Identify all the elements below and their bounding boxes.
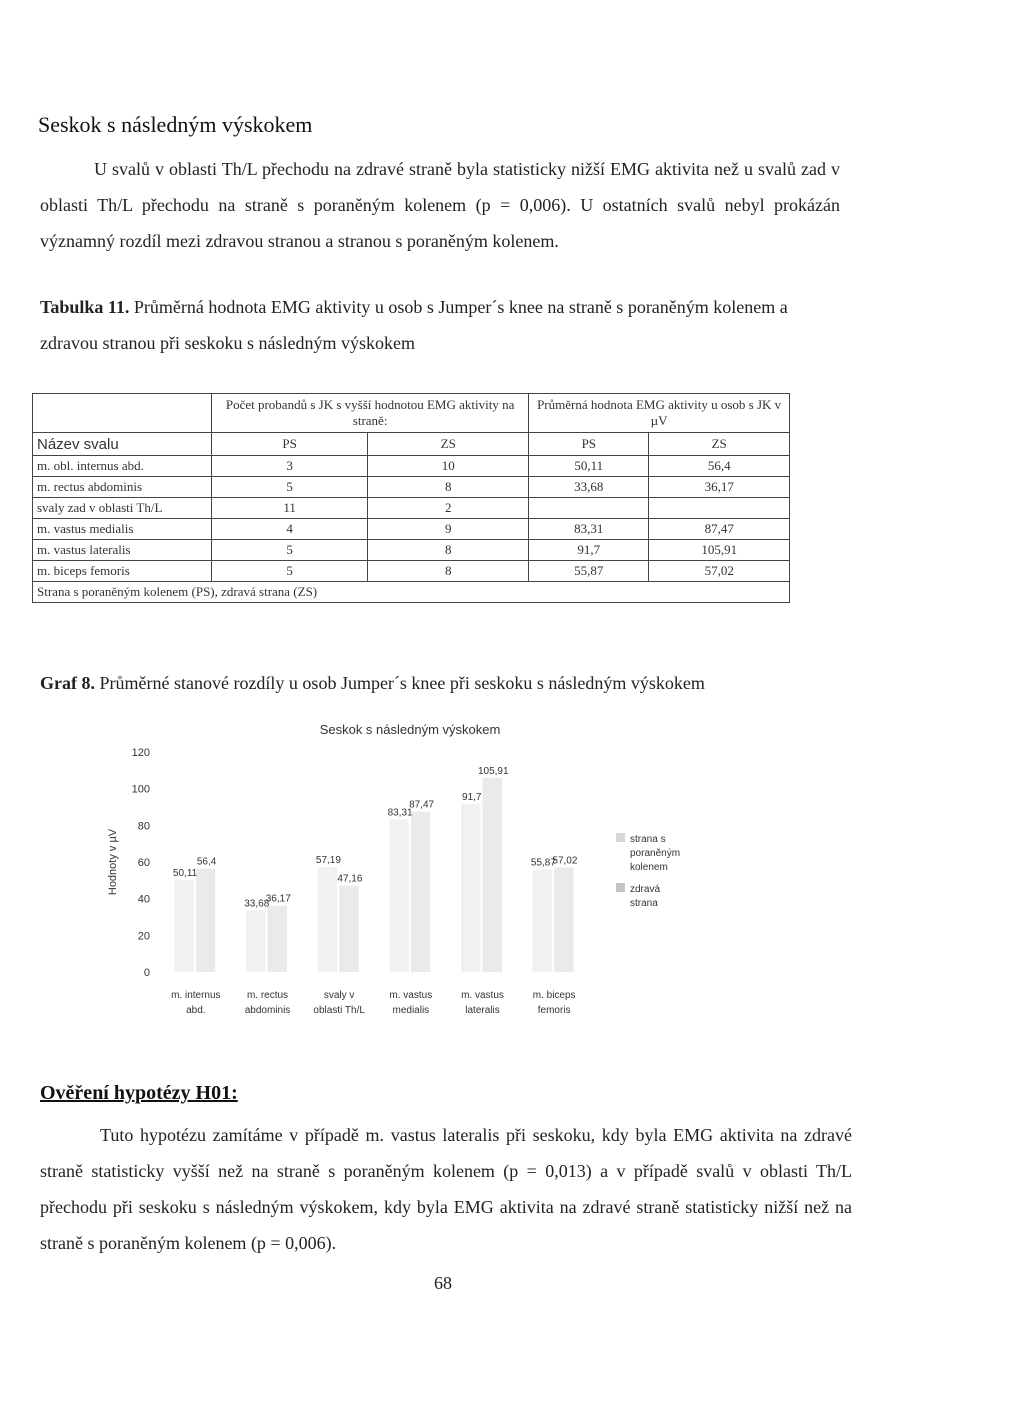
data-label: 47,16 [337, 873, 363, 885]
x-tick-label: svaly v [323, 990, 355, 1001]
page-number: 68 [434, 1273, 452, 1293]
data-label: 55,87 [530, 857, 556, 869]
bar [461, 804, 481, 972]
subheader-ps-count: PS [212, 433, 368, 456]
emg-table [32, 393, 790, 603]
table-row [33, 540, 790, 561]
x-tick-label: femoris [537, 1005, 571, 1016]
table-row [33, 561, 790, 582]
count-zs-cell: 8 [368, 477, 529, 498]
bar [389, 819, 409, 972]
header-avg-group: Průměrná hodnota EMG aktivity u osob s JK v µV [529, 394, 790, 433]
table-subheader-row [33, 433, 790, 456]
avg-zs-cell: 57,02 [649, 561, 790, 582]
avg-ps-cell: 50,11 [529, 456, 649, 477]
table-header-row [33, 394, 790, 433]
count-ps-cell: 5 [212, 477, 368, 498]
section-heading: Seskok s následným výskokem [38, 112, 313, 137]
legend-entry: strana s poraněným kolenem [630, 834, 681, 873]
bar [174, 880, 194, 972]
bar [411, 812, 431, 972]
subheader-ps-avg: PS [529, 433, 649, 456]
y-tick-label: 40 [137, 893, 150, 906]
count-zs-cell: 9 [368, 519, 529, 540]
count-ps-cell: 3 [212, 456, 368, 477]
count-ps-cell: 5 [212, 561, 368, 582]
avg-zs-cell: 36,17 [649, 477, 790, 498]
avg-ps-cell: 91,7 [529, 540, 649, 561]
data-label: 91,7 [462, 791, 482, 803]
count-zs-cell: 10 [368, 456, 529, 477]
bar [268, 906, 288, 972]
data-label: 56,4 [196, 856, 217, 868]
x-tick-label: medialis [392, 1005, 430, 1016]
data-label: 50,11 [172, 868, 198, 880]
x-tick-label: lateralis [465, 1005, 500, 1016]
bar [196, 869, 216, 972]
muscle-name-cell: svaly zad v oblasti Th/L [33, 498, 212, 519]
header-empty-cell [33, 394, 212, 433]
chart-title: Seskok s následným výskokem [319, 722, 501, 737]
bar [246, 910, 266, 972]
count-zs-cell: 2 [368, 498, 529, 519]
count-ps-cell: 11 [212, 498, 368, 519]
hypothesis-heading: Ověření hypotézy H01: [40, 1082, 238, 1104]
y-axis-label: Hodnoty v µV [107, 828, 119, 896]
data-label: 105,91 [477, 765, 509, 777]
data-label: 87,47 [409, 799, 435, 811]
table-footnote: Strana s poraněným kolenem (PS), zdravá strana (ZS) [33, 582, 790, 603]
data-label: 57,02 [552, 855, 578, 867]
count-zs-cell: 8 [368, 561, 529, 582]
bar [339, 886, 359, 972]
emg-bar-chart [90, 712, 730, 1032]
count-ps-cell: 4 [212, 519, 368, 540]
x-tick-label: m. vastus [389, 990, 433, 1001]
data-label: 33,68 [244, 898, 270, 910]
x-tick-label: abdominis [244, 1005, 291, 1016]
subheader-zs-avg: ZS [649, 433, 790, 456]
bar [554, 867, 574, 972]
table-footnote-row [33, 582, 790, 603]
x-tick-label: m. vastus [461, 990, 504, 1001]
x-tick-label: m. internus [171, 990, 221, 1001]
count-zs-cell: 8 [368, 540, 529, 561]
header-muscle-name: Název svalu [33, 433, 212, 456]
x-tick-label: m. biceps [532, 990, 576, 1001]
y-tick-label: 80 [137, 820, 150, 833]
graph-caption-text: Průměrné stanové rozdíly u osob Jumper´s knee při seskoku s následným výskokem [99, 673, 705, 693]
avg-zs-cell: 105,91 [649, 540, 790, 561]
avg-ps-cell: 33,68 [529, 477, 649, 498]
y-tick-label: 60 [137, 857, 150, 869]
graph-caption [40, 673, 705, 694]
legend-swatch [616, 833, 625, 842]
table-row [33, 519, 790, 540]
hypothesis-paragraph: Tuto hypotézu zamítáme v případě m. vastus lateralis při seskoku, kdy byla EMG aktivita na zdravé straně statisticky vyšší než na straně s poraněným kolenem (p = 0,013) a v případě svalů v oblasti Th/L přechodu při seskoku s následným výskokem, kdy byla EMG aktivita na zdravé straně statisticky nižší než na straně s poraněným kolenem (p = 0,006). [40, 1125, 852, 1253]
muscle-name-cell: m. rectus abdominis [33, 477, 212, 498]
x-tick-label: oblasti Th/L [313, 1005, 365, 1016]
bar [318, 867, 338, 972]
muscle-name-cell: m. biceps femoris [33, 561, 212, 582]
table-row [33, 498, 790, 519]
avg-zs-cell [649, 498, 790, 519]
data-label: 57,19 [315, 855, 341, 867]
y-tick-label: 120 [131, 747, 150, 759]
table-caption-text: Průměrná hodnota EMG aktivity u osob s Jumper´s knee na straně s poraněným kolenem a zdravou stranou při seskoku s následným výskokem [40, 297, 788, 353]
subheader-zs-count: ZS [368, 433, 529, 456]
count-ps-cell: 5 [212, 540, 368, 561]
avg-ps-cell: 55,87 [529, 561, 649, 582]
y-tick-label: 100 [131, 783, 150, 796]
table-caption [40, 289, 830, 361]
y-tick-label: 0 [143, 967, 150, 979]
data-label: 83,31 [387, 807, 413, 819]
legend-swatch [616, 883, 625, 892]
table-row [33, 456, 790, 477]
intro-paragraph: U svalů v oblasti Th/L přechodu na zdravé straně byla statisticky nižší EMG aktivita než u svalů zad v oblasti Th/L přechodu na straně s poraněným kolenem (p = 0,006). U ostatních svalů nebyl prokázán významný rozdíl mezi zdravou stranou a stranou s poraněným kolenem. [40, 159, 840, 251]
muscle-name-cell: m. vastus medialis [33, 519, 212, 540]
avg-zs-cell: 87,47 [649, 519, 790, 540]
data-label: 36,17 [265, 893, 291, 905]
graph-caption-label: Graf 8. [40, 673, 95, 693]
table-caption-label: Tabulka 11. [40, 297, 130, 317]
bar [533, 870, 553, 972]
muscle-name-cell: m. obl. internus abd. [33, 456, 212, 477]
x-tick-label: abd. [186, 1005, 206, 1016]
avg-ps-cell: 83,31 [529, 519, 649, 540]
header-count-group: Počet probandů s JK s vyšší hodnotou EMG aktivity na straně: [212, 394, 529, 433]
y-tick-label: 20 [137, 930, 150, 943]
muscle-name-cell: m. vastus lateralis [33, 540, 212, 561]
table-row [33, 477, 790, 498]
avg-ps-cell [529, 498, 649, 519]
bar [483, 778, 503, 972]
x-tick-label: m. rectus [246, 990, 289, 1001]
avg-zs-cell: 56,4 [649, 456, 790, 477]
legend-entry: zdravá strana [630, 884, 661, 909]
